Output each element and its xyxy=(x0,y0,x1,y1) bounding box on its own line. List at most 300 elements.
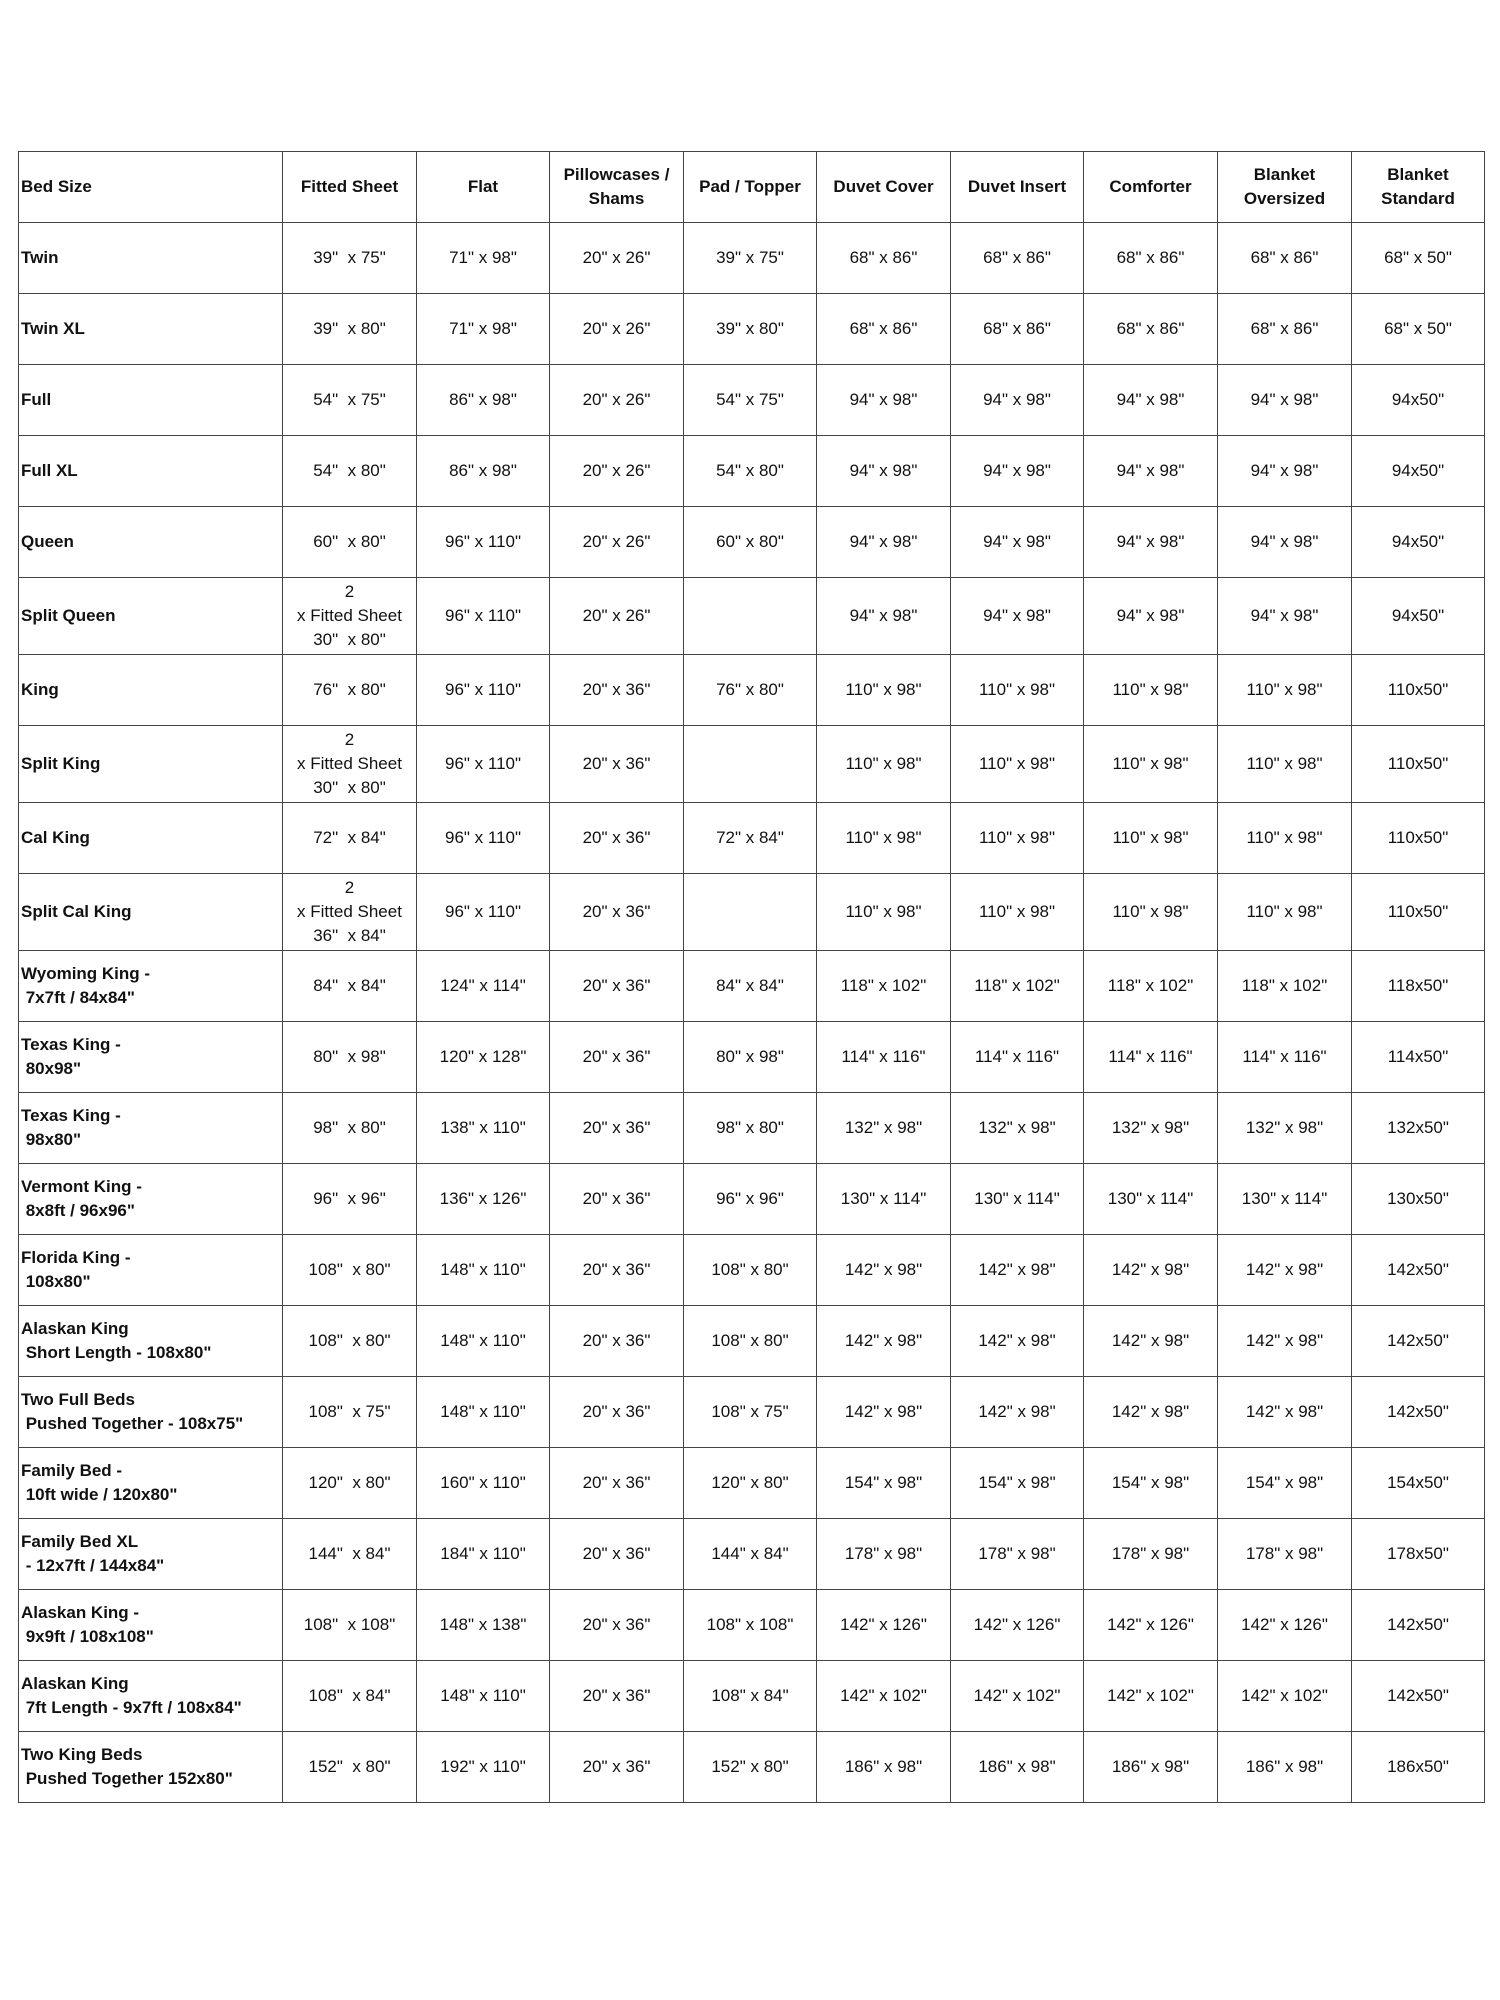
bed-size-label-line: Alaskan King - xyxy=(21,1603,140,1622)
cell-fitted-sheet xyxy=(283,294,417,365)
cell-blanket-standard: 110x50" xyxy=(1352,726,1485,803)
fitted-sheet-line: 72" x 84" xyxy=(313,828,386,847)
table-row xyxy=(19,1448,1485,1519)
cell-blanket-oversized: 94" x 98" xyxy=(1218,436,1352,507)
cell-flat: 71" x 98" xyxy=(417,223,550,294)
table-header xyxy=(19,152,1485,223)
fitted-sheet-line: 54" x 80" xyxy=(313,461,386,480)
cell-comforter: 142" x 102" xyxy=(1084,1661,1218,1732)
cell-pad-topper: 108" x 108" xyxy=(684,1590,817,1661)
cell-pillowcases-shams: 20" x 36" xyxy=(550,1093,684,1164)
cell-fitted-sheet xyxy=(283,655,417,726)
cell-fitted-sheet xyxy=(283,726,417,803)
fitted-sheet-line: 108" x 84" xyxy=(308,1686,391,1705)
bed-size-label-line: Texas King - xyxy=(21,1035,121,1054)
cell-comforter: 110" x 98" xyxy=(1084,874,1218,951)
cell-duvet-insert: 114" x 116" xyxy=(951,1022,1084,1093)
fitted-sheet-line: 108" x 75" xyxy=(308,1402,391,1421)
cell-blanket-standard: 94x50" xyxy=(1352,365,1485,436)
cell-pad-topper: 39" x 80" xyxy=(684,294,817,365)
cell-flat: 148" x 110" xyxy=(417,1661,550,1732)
cell-duvet-cover: 110" x 98" xyxy=(817,726,951,803)
cell-pad-topper: 108" x 84" xyxy=(684,1661,817,1732)
cell-blanket-standard: 110x50" xyxy=(1352,655,1485,726)
cell-duvet-cover: 118" x 102" xyxy=(817,951,951,1022)
cell-blanket-oversized: 142" x 102" xyxy=(1218,1661,1352,1732)
cell-pad-topper xyxy=(684,874,817,951)
table-row xyxy=(19,1377,1485,1448)
cell-fitted-sheet xyxy=(283,436,417,507)
cell-comforter: 94" x 98" xyxy=(1084,365,1218,436)
header-label-line: Shams xyxy=(588,189,645,208)
bed-size-label-line: Pushed Together - 108x75" xyxy=(21,1414,244,1433)
cell-fitted-sheet xyxy=(283,1448,417,1519)
cell-bed-size xyxy=(19,1022,283,1093)
cell-flat: 148" x 138" xyxy=(417,1590,550,1661)
cell-fitted-sheet xyxy=(283,1377,417,1448)
cell-fitted-sheet xyxy=(283,1164,417,1235)
cell-duvet-insert: 110" x 98" xyxy=(951,726,1084,803)
cell-duvet-cover: 94" x 98" xyxy=(817,507,951,578)
bed-size-label-line: Alaskan King xyxy=(21,1319,129,1338)
cell-flat: 192" x 110" xyxy=(417,1732,550,1803)
cell-pad-topper: 98" x 80" xyxy=(684,1093,817,1164)
cell-duvet-cover: 142" x 98" xyxy=(817,1377,951,1448)
header-fitted-sheet xyxy=(283,152,417,223)
header-blanket-standard xyxy=(1352,152,1485,223)
header-duvet-insert xyxy=(951,152,1084,223)
fitted-sheet-line: 39" x 75" xyxy=(313,248,386,267)
cell-blanket-standard: 94x50" xyxy=(1352,507,1485,578)
bed-size-label-line: Short Length - 108x80" xyxy=(21,1343,212,1362)
cell-blanket-standard: 178x50" xyxy=(1352,1519,1485,1590)
table-row xyxy=(19,1306,1485,1377)
header-duvet-cover xyxy=(817,152,951,223)
cell-pad-topper: 72" x 84" xyxy=(684,803,817,874)
cell-duvet-insert: 154" x 98" xyxy=(951,1448,1084,1519)
cell-comforter: 94" x 98" xyxy=(1084,578,1218,655)
cell-blanket-standard: 142x50" xyxy=(1352,1235,1485,1306)
cell-pillowcases-shams: 20" x 26" xyxy=(550,507,684,578)
cell-bed-size xyxy=(19,1661,283,1732)
cell-pillowcases-shams: 20" x 36" xyxy=(550,803,684,874)
fitted-sheet-line: x Fitted Sheet xyxy=(297,754,402,773)
cell-flat: 71" x 98" xyxy=(417,294,550,365)
cell-comforter: 94" x 98" xyxy=(1084,507,1218,578)
fitted-sheet-line: 30" x 80" xyxy=(313,778,386,797)
cell-fitted-sheet xyxy=(283,1732,417,1803)
cell-flat: 184" x 110" xyxy=(417,1519,550,1590)
cell-bed-size xyxy=(19,1164,283,1235)
cell-blanket-standard: 94x50" xyxy=(1352,436,1485,507)
bed-size-label-line: Florida King - xyxy=(21,1248,131,1267)
bed-size-label-line: Family Bed XL xyxy=(21,1532,139,1551)
cell-fitted-sheet xyxy=(283,1093,417,1164)
cell-blanket-oversized: 114" x 116" xyxy=(1218,1022,1352,1093)
table-row xyxy=(19,436,1485,507)
cell-blanket-standard: 110x50" xyxy=(1352,803,1485,874)
cell-blanket-standard: 118x50" xyxy=(1352,951,1485,1022)
header-bed-size xyxy=(19,152,283,223)
bed-size-label-line: Split Cal King xyxy=(21,902,132,921)
header-label-line: Comforter xyxy=(1109,177,1192,196)
bed-size-label-line: 7ft Length - 9x7ft / 108x84" xyxy=(21,1698,242,1717)
cell-duvet-insert: 68" x 86" xyxy=(951,294,1084,365)
cell-pad-topper: 80" x 98" xyxy=(684,1022,817,1093)
table-row xyxy=(19,1590,1485,1661)
cell-duvet-insert: 94" x 98" xyxy=(951,578,1084,655)
fitted-sheet-line: 108" x 80" xyxy=(308,1331,391,1350)
cell-comforter: 114" x 116" xyxy=(1084,1022,1218,1093)
header-label-line: Blanket xyxy=(1253,165,1316,184)
cell-comforter: 68" x 86" xyxy=(1084,223,1218,294)
cell-bed-size xyxy=(19,507,283,578)
cell-fitted-sheet xyxy=(283,1235,417,1306)
cell-bed-size xyxy=(19,1448,283,1519)
table-row xyxy=(19,874,1485,951)
cell-pillowcases-shams: 20" x 36" xyxy=(550,1448,684,1519)
cell-duvet-cover: 94" x 98" xyxy=(817,365,951,436)
cell-duvet-insert: 142" x 98" xyxy=(951,1235,1084,1306)
cell-flat: 96" x 110" xyxy=(417,874,550,951)
cell-blanket-standard: 142x50" xyxy=(1352,1377,1485,1448)
cell-flat: 148" x 110" xyxy=(417,1235,550,1306)
cell-bed-size xyxy=(19,436,283,507)
cell-pad-topper: 39" x 75" xyxy=(684,223,817,294)
bed-size-label-line: Full xyxy=(21,390,52,409)
table-row xyxy=(19,1519,1485,1590)
cell-duvet-cover: 114" x 116" xyxy=(817,1022,951,1093)
cell-comforter: 142" x 98" xyxy=(1084,1235,1218,1306)
cell-duvet-insert: 142" x 98" xyxy=(951,1377,1084,1448)
cell-fitted-sheet xyxy=(283,1022,417,1093)
cell-flat: 148" x 110" xyxy=(417,1306,550,1377)
table-body xyxy=(19,223,1485,1803)
cell-blanket-oversized: 110" x 98" xyxy=(1218,803,1352,874)
cell-blanket-standard: 142x50" xyxy=(1352,1306,1485,1377)
cell-blanket-oversized: 68" x 86" xyxy=(1218,223,1352,294)
table-row xyxy=(19,1093,1485,1164)
cell-pad-topper: 60" x 80" xyxy=(684,507,817,578)
cell-flat: 160" x 110" xyxy=(417,1448,550,1519)
cell-pillowcases-shams: 20" x 36" xyxy=(550,1022,684,1093)
bed-size-label-line: Vermont King - xyxy=(21,1177,142,1196)
cell-fitted-sheet xyxy=(283,1519,417,1590)
cell-comforter: 142" x 98" xyxy=(1084,1306,1218,1377)
bed-size-label-line: Wyoming King - xyxy=(21,964,151,983)
table-row xyxy=(19,1661,1485,1732)
fitted-sheet-line: 98" x 80" xyxy=(313,1118,386,1137)
cell-pillowcases-shams: 20" x 36" xyxy=(550,1164,684,1235)
cell-pillowcases-shams: 20" x 36" xyxy=(550,1590,684,1661)
header-flat xyxy=(417,152,550,223)
fitted-sheet-line: 144" x 84" xyxy=(308,1544,391,1563)
table-row xyxy=(19,803,1485,874)
cell-pillowcases-shams: 20" x 36" xyxy=(550,726,684,803)
bed-size-chart-table xyxy=(18,151,1485,1803)
cell-pillowcases-shams: 20" x 36" xyxy=(550,1732,684,1803)
cell-pillowcases-shams: 20" x 26" xyxy=(550,365,684,436)
cell-bed-size xyxy=(19,365,283,436)
cell-duvet-insert: 186" x 98" xyxy=(951,1732,1084,1803)
cell-comforter: 110" x 98" xyxy=(1084,726,1218,803)
cell-comforter: 132" x 98" xyxy=(1084,1093,1218,1164)
cell-blanket-oversized: 142" x 126" xyxy=(1218,1590,1352,1661)
cell-blanket-oversized: 132" x 98" xyxy=(1218,1093,1352,1164)
cell-bed-size xyxy=(19,223,283,294)
cell-fitted-sheet xyxy=(283,223,417,294)
cell-pillowcases-shams: 20" x 36" xyxy=(550,951,684,1022)
cell-blanket-oversized: 68" x 86" xyxy=(1218,294,1352,365)
cell-blanket-oversized: 110" x 98" xyxy=(1218,726,1352,803)
bed-size-label-line: Cal King xyxy=(21,828,90,847)
cell-bed-size xyxy=(19,874,283,951)
table-row xyxy=(19,1022,1485,1093)
bed-size-label-line: Split King xyxy=(21,754,101,773)
cell-duvet-cover: 142" x 98" xyxy=(817,1235,951,1306)
cell-blanket-oversized: 118" x 102" xyxy=(1218,951,1352,1022)
fitted-sheet-line: 39" x 80" xyxy=(313,319,386,338)
cell-blanket-standard: 186x50" xyxy=(1352,1732,1485,1803)
fitted-sheet-line: 36" x 84" xyxy=(313,926,386,945)
cell-pad-topper xyxy=(684,726,817,803)
cell-blanket-oversized: 142" x 98" xyxy=(1218,1377,1352,1448)
cell-pillowcases-shams: 20" x 26" xyxy=(550,294,684,365)
header-label-line: Flat xyxy=(467,177,499,196)
cell-bed-size xyxy=(19,1306,283,1377)
cell-blanket-standard: 94x50" xyxy=(1352,578,1485,655)
fitted-sheet-line: 54" x 75" xyxy=(313,390,386,409)
cell-blanket-oversized: 178" x 98" xyxy=(1218,1519,1352,1590)
fitted-sheet-line: 30" x 80" xyxy=(313,630,386,649)
cell-blanket-standard: 68" x 50" xyxy=(1352,223,1485,294)
cell-bed-size xyxy=(19,1519,283,1590)
table-row xyxy=(19,1732,1485,1803)
cell-pillowcases-shams: 20" x 26" xyxy=(550,436,684,507)
cell-fitted-sheet xyxy=(283,365,417,436)
cell-duvet-insert: 94" x 98" xyxy=(951,507,1084,578)
cell-bed-size xyxy=(19,1377,283,1448)
cell-flat: 96" x 110" xyxy=(417,507,550,578)
cell-pillowcases-shams: 20" x 26" xyxy=(550,578,684,655)
cell-blanket-oversized: 154" x 98" xyxy=(1218,1448,1352,1519)
header-label-line: Bed Size xyxy=(21,177,92,196)
cell-duvet-insert: 94" x 98" xyxy=(951,365,1084,436)
cell-blanket-oversized: 110" x 98" xyxy=(1218,655,1352,726)
cell-pillowcases-shams: 20" x 36" xyxy=(550,655,684,726)
cell-fitted-sheet xyxy=(283,951,417,1022)
cell-pad-topper: 76" x 80" xyxy=(684,655,817,726)
bed-size-label-line: Twin XL xyxy=(21,319,85,338)
cell-flat: 148" x 110" xyxy=(417,1377,550,1448)
bed-size-label-line: Queen xyxy=(21,532,74,551)
fitted-sheet-line: 80" x 98" xyxy=(313,1047,386,1066)
header-label-line: Fitted Sheet xyxy=(300,177,399,196)
cell-blanket-oversized: 142" x 98" xyxy=(1218,1235,1352,1306)
cell-blanket-oversized: 142" x 98" xyxy=(1218,1306,1352,1377)
cell-duvet-insert: 68" x 86" xyxy=(951,223,1084,294)
cell-comforter: 94" x 98" xyxy=(1084,436,1218,507)
cell-flat: 96" x 110" xyxy=(417,726,550,803)
cell-bed-size xyxy=(19,726,283,803)
cell-blanket-standard: 68" x 50" xyxy=(1352,294,1485,365)
cell-pad-topper: 54" x 80" xyxy=(684,436,817,507)
cell-duvet-insert: 110" x 98" xyxy=(951,655,1084,726)
fitted-sheet-line: 108" x 80" xyxy=(308,1260,391,1279)
fitted-sheet-line: 2 xyxy=(344,878,355,897)
cell-duvet-cover: 132" x 98" xyxy=(817,1093,951,1164)
cell-pillowcases-shams: 20" x 36" xyxy=(550,1519,684,1590)
cell-fitted-sheet xyxy=(283,578,417,655)
cell-fitted-sheet xyxy=(283,507,417,578)
fitted-sheet-line: 2 xyxy=(344,582,355,601)
cell-pad-topper: 108" x 80" xyxy=(684,1306,817,1377)
fitted-sheet-line: x Fitted Sheet xyxy=(297,606,402,625)
cell-flat: 124" x 114" xyxy=(417,951,550,1022)
cell-duvet-cover: 142" x 126" xyxy=(817,1590,951,1661)
cell-duvet-cover: 186" x 98" xyxy=(817,1732,951,1803)
cell-duvet-insert: 178" x 98" xyxy=(951,1519,1084,1590)
bed-size-label-line: 9x9ft / 108x108" xyxy=(21,1627,154,1646)
cell-comforter: 178" x 98" xyxy=(1084,1519,1218,1590)
table-row xyxy=(19,655,1485,726)
cell-duvet-insert: 110" x 98" xyxy=(951,803,1084,874)
table-row xyxy=(19,223,1485,294)
header-label-line: Pad / Topper xyxy=(699,177,801,196)
header-label-line: Duvet Cover xyxy=(833,177,934,196)
header-label-line: Oversized xyxy=(1243,189,1326,208)
cell-flat: 120" x 128" xyxy=(417,1022,550,1093)
header-label-line: Pillowcases / xyxy=(563,165,670,184)
cell-duvet-insert: 132" x 98" xyxy=(951,1093,1084,1164)
cell-duvet-cover: 110" x 98" xyxy=(817,803,951,874)
cell-pad-topper: 54" x 75" xyxy=(684,365,817,436)
bed-size-label-line: Twin xyxy=(21,248,59,267)
cell-duvet-cover: 130" x 114" xyxy=(817,1164,951,1235)
cell-blanket-standard: 130x50" xyxy=(1352,1164,1485,1235)
bed-size-label-line: Alaskan King xyxy=(21,1674,129,1693)
cell-flat: 86" x 98" xyxy=(417,436,550,507)
table-row xyxy=(19,951,1485,1022)
cell-comforter: 142" x 126" xyxy=(1084,1590,1218,1661)
cell-flat: 86" x 98" xyxy=(417,365,550,436)
cell-bed-size xyxy=(19,1590,283,1661)
table-row xyxy=(19,507,1485,578)
cell-duvet-insert: 118" x 102" xyxy=(951,951,1084,1022)
cell-pillowcases-shams: 20" x 26" xyxy=(550,223,684,294)
fitted-sheet-line: x Fitted Sheet xyxy=(297,902,402,921)
bed-size-label-line: Texas King - xyxy=(21,1106,121,1125)
cell-blanket-standard: 114x50" xyxy=(1352,1022,1485,1093)
cell-duvet-insert: 110" x 98" xyxy=(951,874,1084,951)
cell-flat: 96" x 110" xyxy=(417,803,550,874)
header-label-line: Blanket xyxy=(1387,165,1449,184)
cell-blanket-standard: 154x50" xyxy=(1352,1448,1485,1519)
cell-flat: 96" x 110" xyxy=(417,578,550,655)
cell-pad-topper: 144" x 84" xyxy=(684,1519,817,1590)
cell-pad-topper xyxy=(684,578,817,655)
cell-duvet-cover: 68" x 86" xyxy=(817,294,951,365)
bed-size-label-line: Two King Beds xyxy=(21,1745,143,1764)
cell-blanket-standard: 142x50" xyxy=(1352,1661,1485,1732)
bed-size-label-line: 10ft wide / 120x80" xyxy=(21,1485,178,1504)
cell-blanket-oversized: 94" x 98" xyxy=(1218,507,1352,578)
cell-comforter: 142" x 98" xyxy=(1084,1377,1218,1448)
cell-fitted-sheet xyxy=(283,874,417,951)
cell-blanket-standard: 142x50" xyxy=(1352,1590,1485,1661)
cell-pad-topper: 120" x 80" xyxy=(684,1448,817,1519)
cell-fitted-sheet xyxy=(283,1590,417,1661)
cell-duvet-insert: 130" x 114" xyxy=(951,1164,1084,1235)
cell-flat: 136" x 126" xyxy=(417,1164,550,1235)
cell-bed-size xyxy=(19,1235,283,1306)
header-row xyxy=(19,152,1485,223)
cell-duvet-cover: 154" x 98" xyxy=(817,1448,951,1519)
table-row xyxy=(19,578,1485,655)
cell-blanket-oversized: 110" x 98" xyxy=(1218,874,1352,951)
bed-size-label-line: 7x7ft / 84x84" xyxy=(21,988,135,1007)
fitted-sheet-line: 96" x 96" xyxy=(313,1189,386,1208)
header-pad-topper xyxy=(684,152,817,223)
cell-duvet-insert: 142" x 126" xyxy=(951,1590,1084,1661)
header-label-line: Duvet Insert xyxy=(967,177,1067,196)
cell-pad-topper: 152" x 80" xyxy=(684,1732,817,1803)
bed-size-label-line: Split Queen xyxy=(21,606,116,625)
cell-pillowcases-shams: 20" x 36" xyxy=(550,1306,684,1377)
cell-duvet-cover: 142" x 98" xyxy=(817,1306,951,1377)
cell-pad-topper: 84" x 84" xyxy=(684,951,817,1022)
table-row xyxy=(19,294,1485,365)
fitted-sheet-line: 2 xyxy=(344,730,355,749)
bed-size-label-line: Two Full Beds xyxy=(21,1390,135,1409)
cell-pillowcases-shams: 20" x 36" xyxy=(550,874,684,951)
cell-pad-topper: 96" x 96" xyxy=(684,1164,817,1235)
bed-size-label-line: 80x98" xyxy=(21,1059,82,1078)
cell-comforter: 110" x 98" xyxy=(1084,803,1218,874)
cell-comforter: 186" x 98" xyxy=(1084,1732,1218,1803)
cell-duvet-insert: 142" x 102" xyxy=(951,1661,1084,1732)
cell-duvet-insert: 94" x 98" xyxy=(951,436,1084,507)
cell-blanket-standard: 110x50" xyxy=(1352,874,1485,951)
cell-pillowcases-shams: 20" x 36" xyxy=(550,1377,684,1448)
fitted-sheet-line: 108" x 108" xyxy=(303,1615,396,1634)
cell-bed-size xyxy=(19,578,283,655)
cell-flat: 96" x 110" xyxy=(417,655,550,726)
cell-duvet-cover: 94" x 98" xyxy=(817,436,951,507)
header-label-line: Standard xyxy=(1381,189,1455,208)
cell-bed-size xyxy=(19,1732,283,1803)
bed-size-label-line: 108x80" xyxy=(21,1272,91,1291)
cell-duvet-cover: 94" x 98" xyxy=(817,578,951,655)
cell-duvet-cover: 178" x 98" xyxy=(817,1519,951,1590)
cell-duvet-cover: 110" x 98" xyxy=(817,655,951,726)
cell-flat: 138" x 110" xyxy=(417,1093,550,1164)
cell-blanket-oversized: 94" x 98" xyxy=(1218,365,1352,436)
table-row xyxy=(19,365,1485,436)
cell-duvet-cover: 68" x 86" xyxy=(817,223,951,294)
header-comforter xyxy=(1084,152,1218,223)
table-row xyxy=(19,1164,1485,1235)
cell-pillowcases-shams: 20" x 36" xyxy=(550,1235,684,1306)
bed-size-label-line: Pushed Together 152x80" xyxy=(21,1769,233,1788)
cell-bed-size xyxy=(19,951,283,1022)
bed-size-label-line: - 12x7ft / 144x84" xyxy=(21,1556,165,1575)
cell-comforter: 68" x 86" xyxy=(1084,294,1218,365)
header-blanket-oversized xyxy=(1218,152,1352,223)
cell-pad-topper: 108" x 75" xyxy=(684,1377,817,1448)
cell-fitted-sheet xyxy=(283,803,417,874)
cell-blanket-oversized: 94" x 98" xyxy=(1218,578,1352,655)
